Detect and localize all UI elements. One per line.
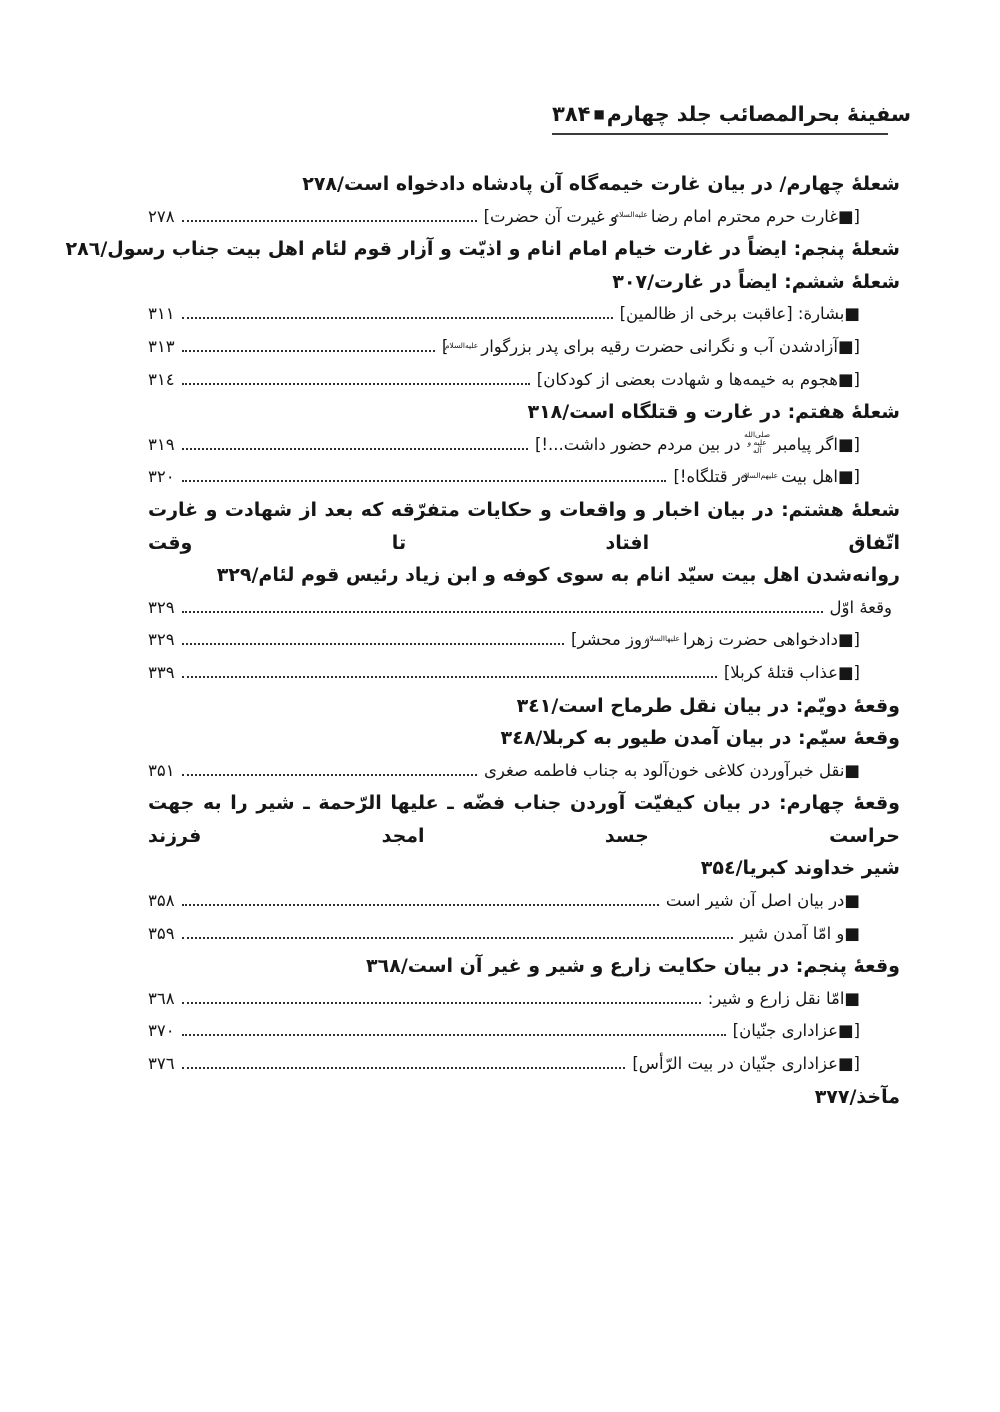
entry-text: وقعهٔ اوّل [829,597,892,617]
dot-leader [182,990,701,1004]
entry-text: ■در بیان اصل آن شیر است [665,891,860,911]
dot-leader [182,371,530,385]
page-number: ۳۲۹ [148,597,175,617]
entry-text: [■اهل بیتعلیهم‌السلامدر قتلگاه!] [673,467,860,487]
entry-text: [■اگر پیامبرصلی‌الله علیه و آلهدر بین مردم حضور داشت...!] [534,430,860,456]
toc-chapter-row: شیر خداوند کبریا/۳۵٤ [700,857,900,880]
entry-text: [■آزادشدن آب و نگرانی حضرت رقیه برای پدر بزرگوارعلیه‌السلام] [441,336,860,356]
running-header [552,102,912,135]
toc-entry-row [148,624,860,657]
dot-leader [182,892,659,906]
table-of-contents [65,168,900,1113]
square-bullet-icon: ■ [593,107,605,121]
toc-chapter-row: وقعهٔ چهارم: در بیان کیفیّت آوردن جناب فضّه ـ علیها الرّحمة ـ شیر را به جهت حراست جسد امجد فرزند [148,792,900,847]
dot-leader [182,762,477,776]
dot-leader [182,468,667,482]
honorific-mark: علیهم‌السلام [740,470,779,480]
page-number: ۳۱٤ [148,369,175,389]
toc-chapter-row: شعلهٔ ششم: ایضاً در غارت/۳۰۷ [612,270,900,293]
toc-entry-row [148,657,860,690]
header-page-number: ۳۸۴ [552,102,591,126]
entry-text: ■بشارة: [عاقبت برخی از ظالمین] [619,304,860,324]
honorific-mark: علیه‌السلام [614,210,648,220]
page-number: ۳۵۱ [148,760,175,780]
toc-entry-row [148,201,860,234]
entry-text: [■عزاداری جنّیان] [732,1021,860,1041]
toc-chapter-row: روانه‌شدن اهل بیت سیّد انام به سوی کوفه و ابن زیاد رئیس قوم لئام/۳۲۹ [216,564,900,587]
page-number: ۳۳۹ [148,662,175,682]
page-number: ۳۱۹ [148,434,175,454]
entry-text: [■هجوم به خیمه‌ها و شهادت بعضی از کودکان] [536,369,860,389]
page-number: ۳۲۰ [148,467,175,487]
toc-entry-row [148,918,860,951]
honorific-mark: علیهاالسلام [644,633,680,643]
toc-entry-row [148,364,860,397]
toc-chapter-row: شعلهٔ هفتم: در غارت و قتلگاه است/۳۱۸ [527,401,900,424]
toc-entry-row [148,331,860,364]
toc-entry-row [148,298,860,331]
dot-leader [182,306,613,320]
toc-entry-row [148,1048,860,1081]
page-number: ۳۲۹ [148,630,175,650]
toc-entry-row [148,885,860,918]
toc-chapter-row: وقعهٔ سیّم: در بیان آمدن طیور به کربلا/۳٤۸ [500,727,900,750]
dot-leader [182,664,717,678]
dot-leader [182,631,564,645]
page-number: ۳۷٦ [148,1054,175,1074]
entry-text: [■عزاداری جنّیان در بیت الرّأس] [632,1054,860,1074]
dot-leader [182,208,477,222]
page-number: ۳۵۹ [148,923,175,943]
toc-entry-row [148,755,860,788]
page-number: ۳۵۸ [148,891,175,911]
dot-leader [182,1023,726,1037]
toc-chapter-row: مآخذ/۳۷۷ [814,1085,900,1108]
page-number: ۳۱۳ [148,336,175,356]
toc-entry-row [148,983,860,1016]
dot-leader [182,925,734,939]
toc-chapter-row: شعلهٔ پنجم: ایضاً در غارت خیام امام انام و اذیّت و آزار قوم لئام اهل بیت جناب رسول/۲۸٦ [65,238,900,261]
page-number: ۳۱۱ [148,304,175,324]
toc-entry-row [148,461,860,494]
entry-text: ■امّا نقل زارع و شیر: [707,988,860,1008]
book-title: سفینهٔ بحرالمصائب جلد چهارم [606,102,912,126]
dot-leader [182,599,823,613]
entry-text: ■نقل خبرآوردن کلاغی خون‌آلود به جناب فاطمه صغری [483,760,860,780]
entry-text: [■غارت حرم محترم امام رضاعلیه‌السلامو غیرت آن حضرت] [483,206,860,226]
toc-chapter-row: شعلهٔ چهارم/ در بیان غارت خیمه‌گاه آن پادشاه دادخواه است/۲۷۸ [302,173,900,195]
toc-entry-row [148,592,892,625]
page-number: ۳٦۸ [148,988,175,1008]
entry-text: [■عذاب قتلهٔ کربلا] [723,662,860,682]
dot-leader [182,1055,626,1069]
dot-leader [182,436,528,450]
entry-text: [■دادخواهی حضرت زهراعلیهاالسلامروز محشر] [571,630,860,650]
toc-chapter-row: وقعهٔ دویّم: در بیان نقل طرماح است/۳٤۱ [516,694,900,717]
toc-chapter-row: شعلهٔ هشتم: در بیان اخبار و واقعات و حکایات متفرّقه که بعد از شهادت و غارت اتّفاق افتاد تا وقت [148,498,900,554]
dot-leader [182,338,435,352]
page-number: ۳۷۰ [148,1021,175,1041]
entry-text: ■و امّا آمدن شیر [740,923,860,943]
honorific-mark: علیه‌السلام [444,340,479,350]
toc-entry-row [148,429,860,462]
honorific-mark: صلی‌الله علیه و آله [744,430,771,456]
toc-chapter-row: وقعهٔ پنجم: در بیان حکایت زارع و شیر و غیر آن است/۳٦۸ [366,955,900,978]
toc-entry-row [148,1015,860,1048]
page-number: ۲۷۸ [148,206,175,226]
